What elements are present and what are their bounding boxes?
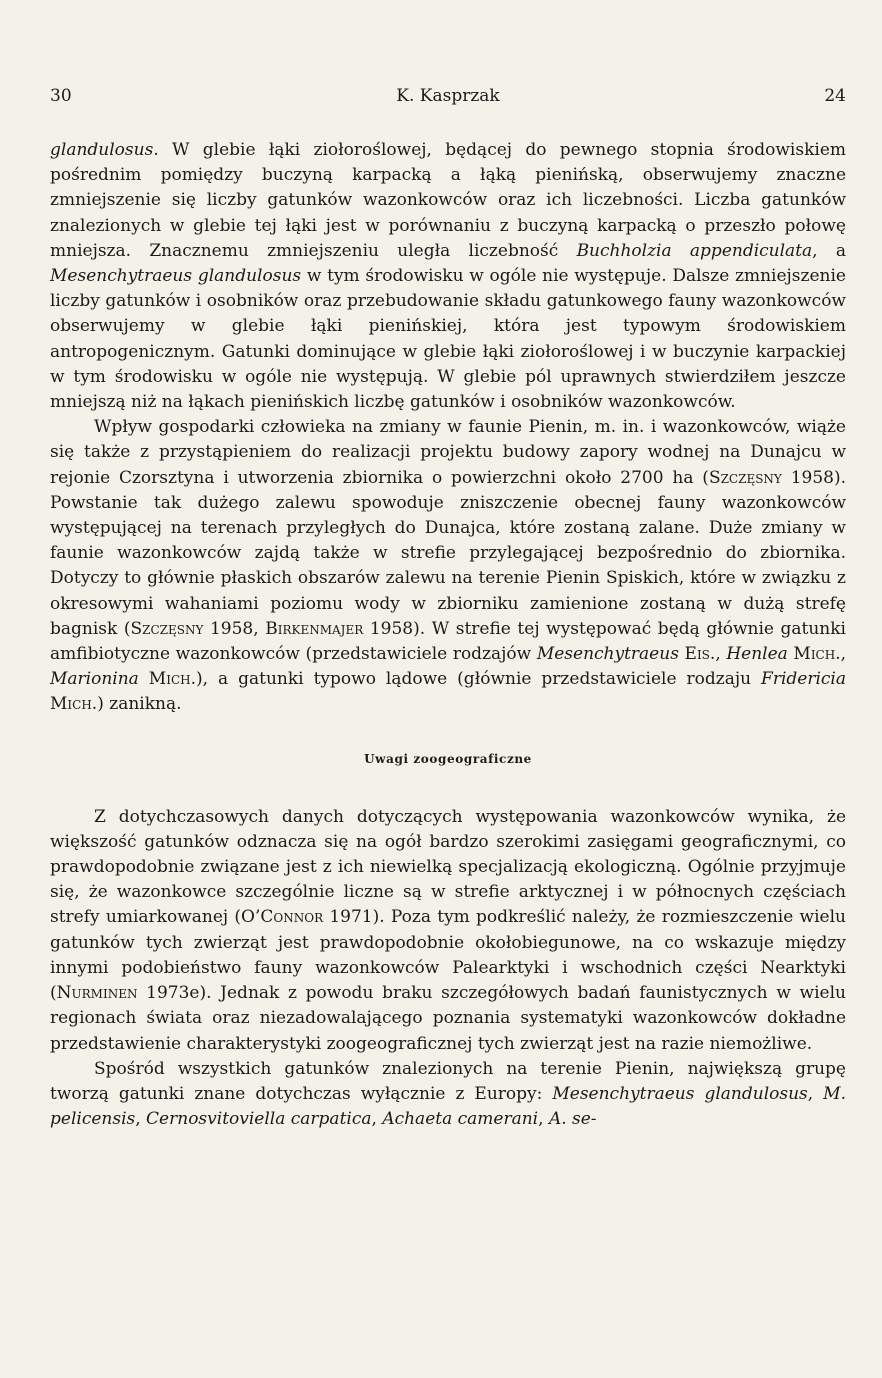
taxon-name: Mesenchytraeus xyxy=(536,644,679,665)
author-citation: Mich. xyxy=(148,669,196,690)
section-heading: Uwagi zoogeograficzne xyxy=(364,751,532,766)
paragraph-4 xyxy=(50,1057,846,1133)
taxon-name: Cernosvitoviella carpatica xyxy=(146,1109,372,1130)
text-run: Z dotychczasowych danych dotyczących występowania wazonkowców wynika, że większość gatunków odznacza się na ogół bardzo szerokimi zasięgami geograficznymi, co prawdopodobnie związane jest z ich niewielką specjalizacją ekologiczną. Ogólnie przyjmuje się, że wazonkowce szczególnie liczne są w strefie arktycznej i w północnych częściach strefy umiarkowanej (O’ xyxy=(50,806,846,928)
taxon-name: Achaeta camerani xyxy=(382,1109,539,1130)
text-run: 1958). Powstanie tak dużego zalewu spowoduje zniszczenie obecnej fauny wazonkowców występującej na terenach przyległych do Dunajca, które zostaną zalane. Duże zmiany w faunie wazonkowców zajdą także w strefie przylegającej bezpośrednio do zbiornika. Dotyczy to głównie płaskich obszarów zalewu na terenie Pienin Spiskich, które w związku z okresowymi wahaniami poziomu wody w zbiorniku zamienione zostaną w dużą strefę bagnisk ( xyxy=(50,467,846,639)
author-citation: Nurminen xyxy=(56,983,138,1004)
text-run: ) zanikną. xyxy=(97,694,182,715)
taxon-name: Buchholzia appendiculata xyxy=(576,240,813,261)
author-citation: Szczęsny xyxy=(708,467,782,488)
text-run: 1958). W strefie tej występować będą głównie gatunki amfibiotyczne wazonkowców (przedstawiciele rodzajów xyxy=(50,618,846,665)
paragraph-3 xyxy=(50,805,846,1057)
author-citation: Mich. xyxy=(50,694,98,715)
paragraph-2 xyxy=(50,415,846,717)
author-citation: Birkenmajer xyxy=(265,618,364,639)
taxon-name: Mesenchytraeus glandulosus xyxy=(50,266,302,287)
author-citation: Mich. xyxy=(793,644,841,665)
text-run: , xyxy=(538,1109,549,1130)
text-run xyxy=(139,669,149,689)
taxon-name: A. se- xyxy=(548,1109,597,1130)
author-citation: Szczęsny xyxy=(130,618,204,639)
taxon-name: Fridericia xyxy=(761,669,846,690)
author-citation: Eis. xyxy=(684,644,716,665)
text-run: 1971). Poza tym podkreślić należy, że rozmieszczenie wielu gatunków tych zwierząt jest prawdopodobnie okołobiegunowe, na co wskazuje między innymi podobieństwo fauny wazonkowców Palearktyki i wschodnich części Nearktyki ( xyxy=(50,907,846,1004)
text-run: 1973e). Jednak z powodu braku szczegółowych badań faunistycznych w wielu regionach świata oraz niezadowalającego poznania systematyki wazonkowców dokładne przedstawienie charakterystyki zoogeograficznej tych zwierząt jest na razie niemożliwe. xyxy=(50,983,846,1054)
paragraph-1 xyxy=(50,138,846,415)
body-text xyxy=(50,138,846,1132)
taxon-name: Marionina xyxy=(50,669,139,690)
taxon-name: Mesenchytraeus glandulosus xyxy=(552,1083,808,1104)
text-run: , a xyxy=(812,240,846,261)
text-run: , xyxy=(840,644,847,665)
page-number: 30 xyxy=(50,86,72,106)
text-run: Spośród wszystkich gatunków znalezionych na terenie Pienin, największą grupę tworzą gatunki znane dotychczas wyłącznie z Europy: xyxy=(50,1058,846,1104)
text-run: , xyxy=(715,644,727,665)
text-run: . W glebie łąki ziołoroślowej, będącej do pewnego stopnia środowiskiem pośrednim pomiędzy buczyną karpacką a łąką pienińską, obserwujemy znaczne zmniejszenie się liczby gatunków wazonkowców oraz ich liczebności. Liczba gatunków znalezionych w glebie tej łąki jest w porównaniu z buczyną karpacką o przeszło połowę mniejsza. Znacznemu zmniejszeniu uległa liczebność xyxy=(50,140,846,261)
text-run: , xyxy=(807,1083,824,1104)
taxon-name: glandulosus xyxy=(50,140,154,160)
text-run: , xyxy=(135,1109,147,1130)
text-run: , xyxy=(371,1109,383,1130)
running-header xyxy=(50,86,846,110)
taxon-name: M. pelicensis xyxy=(50,1083,846,1130)
text-run: Wpływ gospodarki człowieka na zmiany w faunie Pienin, m. in. i wazonkowców, wiąże się także z przystąpieniem do realizacji projektu budowy zapory wodnej na Dunajcu w rejonie Czorsztyna i utworzenia zbiornika o powierzchni około 2700 ha ( xyxy=(50,417,846,488)
text-run: 1958, xyxy=(203,618,266,639)
text-run: w tym środowisku w ogóle nie występuje. Dalsze zmniejszenie liczby gatunków i osobników oraz przebudowanie składu gatunkowego fauny wazonkowców obserwujemy w glebie łąki pienińskiej, która jest typowym środowiskiem antropogenicznym. Gatunki dominujące w glebie łąki ziołoroślowej i w buczynie karpackiej w tym środowisku w ogóle nie występują. W glebie pól uprawnych stwierdziłem jeszcze mniejszą niż na łąkach pienińskich liczbę gatunków i osobników wazonkowców. xyxy=(50,266,846,413)
reference-number: 24 xyxy=(824,86,846,106)
author-citation: Connor xyxy=(260,907,324,928)
text-run: ), a gatunki typowo lądowe (głównie przedstawiciele rodzaju xyxy=(196,669,762,690)
running-author: K. Kasprzak xyxy=(396,86,500,106)
taxon-name: Henlea xyxy=(726,644,788,665)
